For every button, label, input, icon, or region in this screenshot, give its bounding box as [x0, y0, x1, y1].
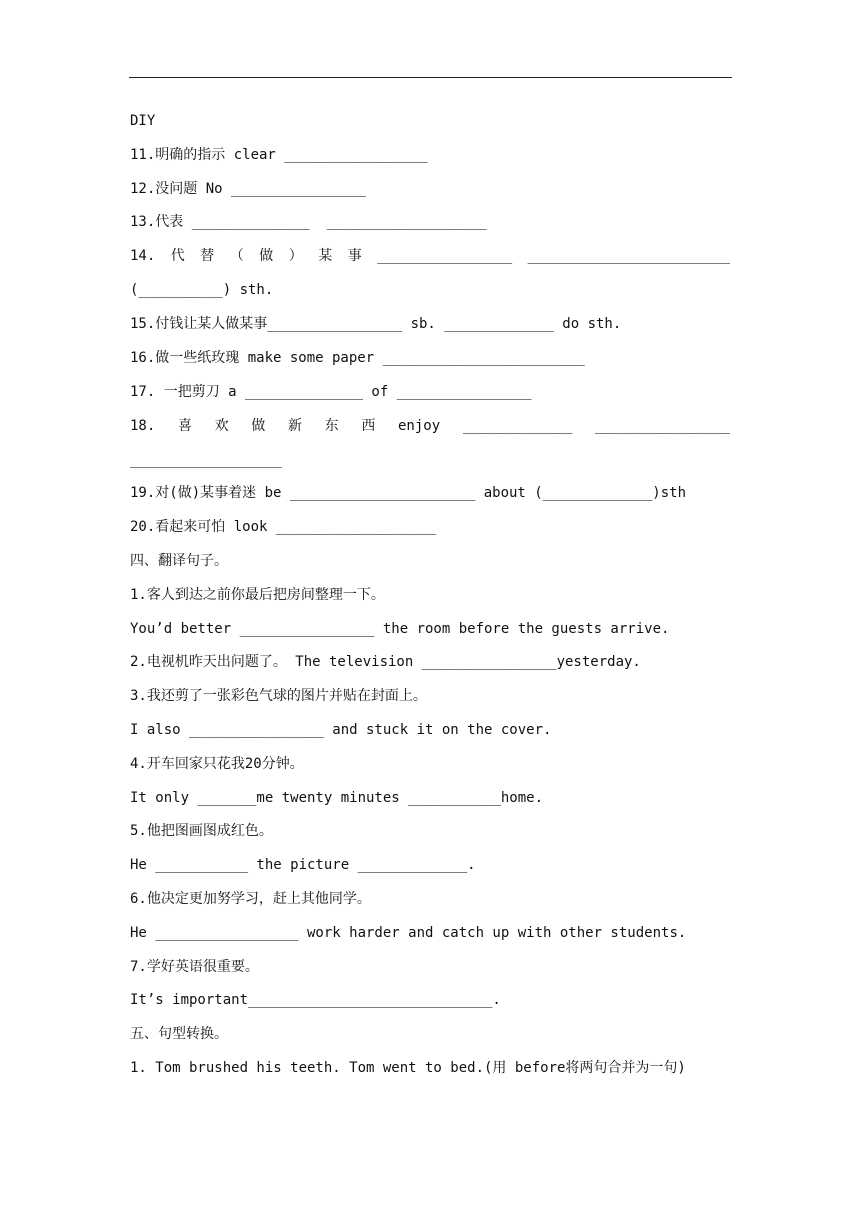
translate-4-prompt: 4.开车回家只花我20分钟。 — [130, 756, 304, 772]
item-14-continued: (__________) sth. — [130, 282, 274, 298]
item-18-char: 新 — [287, 418, 302, 434]
item-16: 16.做一些纸玫瑰 make some paper ________________________ — [130, 350, 585, 366]
section-title-translate: 四、翻译句子。 — [130, 553, 228, 569]
item-14-number: 14. — [130, 248, 156, 264]
item-14-char: （ — [229, 248, 244, 264]
item-14-char: 代 — [170, 248, 185, 264]
item-18-char: 做 — [251, 418, 266, 434]
header-rule — [129, 77, 732, 78]
translate-5-answer: He ___________ the picture _____________. — [130, 857, 476, 873]
item-18-char: 东 — [324, 418, 339, 434]
item-14 — [130, 245, 730, 267]
section-title-diy: DIY — [130, 113, 156, 129]
item-15: 15.付钱让某人做某事________________ sb. _____________ do sth. — [130, 316, 622, 332]
translate-7-answer: It’s important_____________________________. — [130, 992, 501, 1008]
translate-6-answer: He _________________ work harder and catch up with other students. — [130, 925, 687, 941]
section-title-transform: 五、句型转换。 — [130, 1026, 228, 1042]
item-18-char: 喜 — [177, 418, 192, 434]
item-18-word: enjoy — [398, 418, 441, 434]
item-18 — [130, 415, 730, 437]
item-18-blank: _____________ — [462, 418, 573, 434]
item-18-number: 18. — [130, 418, 156, 434]
item-14-char: ） — [288, 248, 303, 264]
item-14-char: 某 — [318, 248, 333, 264]
item-17: 17. 一把剪刀 a ______________ of ________________ — [130, 384, 532, 400]
translate-7-prompt: 7.学好英语很重要。 — [130, 959, 259, 975]
item-18-char: 欢 — [214, 418, 229, 434]
translate-1-prompt: 1.客人到达之前你最后把房间整理一下。 — [130, 587, 385, 603]
item-19: 19.对(做)某事着迷 be ______________________ about (_____________)sth — [130, 485, 687, 501]
item-14-char: 做 — [259, 248, 274, 264]
item-14-blank: ________________ — [377, 248, 513, 264]
translate-4-answer: It only _______me twenty minutes ___________home. — [130, 790, 544, 806]
item-18-continued: __________________ — [130, 452, 282, 468]
item-13: 13.代表 ______________ ___________________ — [130, 214, 487, 230]
item-14-char: 替 — [200, 248, 215, 264]
item-20: 20.看起来可怕 look ___________________ — [130, 519, 437, 535]
translate-6-prompt: 6.他决定更加努学习，赶上其他同学。 — [130, 891, 371, 907]
item-18-char: 西 — [361, 418, 376, 434]
translate-2: 2.电视机昨天出问题了。 The television ________________yesterday. — [130, 654, 641, 670]
item-18-blank: ________________ — [595, 418, 730, 434]
transform-1: 1. Tom brushed his teeth. Tom went to bed.(用 before将两句合并为一句) — [130, 1060, 686, 1076]
translate-5-prompt: 5.他把图画图成红色。 — [130, 823, 273, 839]
translate-3-answer: I also ________________ and stuck it on the cover. — [130, 722, 552, 738]
item-14-blank: ________________________ — [527, 248, 730, 264]
item-12: 12.没问题 No ________________ — [130, 181, 366, 197]
translate-1-answer: You’d better ________________ the room before the guests arrive. — [130, 621, 670, 637]
item-11: 11.明确的指示 clear _________________ — [130, 147, 428, 163]
item-14-char: 事 — [347, 248, 362, 264]
translate-3-prompt: 3.我还剪了一张彩色气球的图片并贴在封面上。 — [130, 688, 427, 704]
